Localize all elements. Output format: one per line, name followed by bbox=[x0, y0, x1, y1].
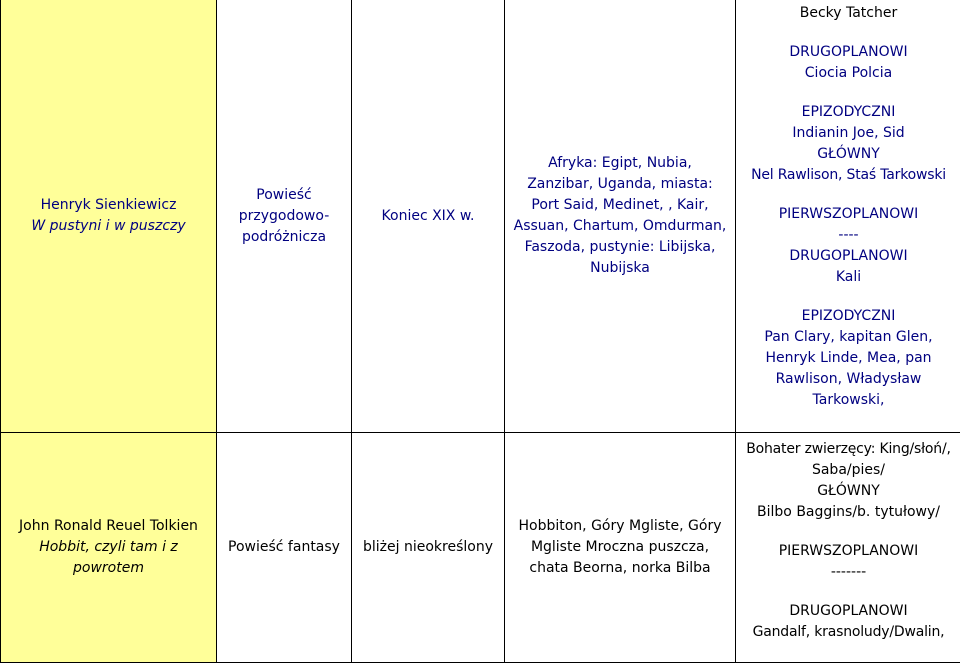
spacer bbox=[740, 583, 957, 601]
genre-line: przygodowo- bbox=[221, 206, 347, 227]
place-line: Nubijska bbox=[509, 258, 731, 279]
spacer bbox=[740, 288, 957, 306]
characters-cell bbox=[736, 433, 960, 663]
book-title-line: powrotem bbox=[5, 558, 212, 579]
character-heading: DRUGOPLANOWI bbox=[740, 601, 957, 622]
place-cell bbox=[505, 433, 736, 663]
character-line: Becky Tatcher bbox=[740, 3, 957, 24]
genre-line: podróżnicza bbox=[221, 227, 347, 248]
character-line: Kali bbox=[740, 267, 957, 288]
author-name: John Ronald Reuel Tolkien bbox=[5, 516, 212, 537]
character-heading: PIERWSZOPLANOWI bbox=[740, 204, 957, 225]
character-line: Bohater zwierzęcy: King/słoń/, bbox=[740, 439, 957, 460]
place-line: Port Said, Medinet, , Kair, bbox=[509, 195, 731, 216]
place-cell bbox=[505, 0, 736, 433]
character-line: ------- bbox=[740, 562, 957, 583]
genre-cell bbox=[217, 433, 352, 663]
table-row bbox=[1, 0, 960, 433]
genre-text: Powieść fantasy bbox=[221, 537, 347, 558]
spacer bbox=[740, 186, 957, 204]
time-cell bbox=[352, 0, 505, 433]
author-cell bbox=[1, 433, 217, 663]
character-line: Bilbo Baggins/b. tytułowy/ bbox=[740, 502, 957, 523]
character-line: Henryk Linde, Mea, pan bbox=[740, 348, 957, 369]
character-heading: PIERWSZOPLANOWI bbox=[740, 541, 957, 562]
character-line: ---- bbox=[740, 225, 957, 246]
place-line: chata Beorna, norka Bilba bbox=[509, 558, 731, 579]
character-line: Gandalf, krasnoludy/Dwalin, bbox=[740, 622, 957, 643]
book-title-line: Hobbit, czyli tam i z bbox=[5, 537, 212, 558]
spacer bbox=[740, 84, 957, 102]
character-line: Tarkowski, bbox=[740, 390, 957, 411]
time-cell bbox=[352, 433, 505, 663]
place-line: Mgliste Mroczna puszcza, bbox=[509, 537, 731, 558]
character-heading: GŁÓWNY bbox=[740, 481, 957, 502]
character-heading: DRUGOPLANOWI bbox=[740, 246, 957, 267]
character-line: Pan Clary, kapitan Glen, bbox=[740, 327, 957, 348]
character-heading: EPIZODYCZNI bbox=[740, 306, 957, 327]
place-line: Faszoda, pustynie: Libijska, bbox=[509, 237, 731, 258]
place-line: Assuan, Chartum, Omdurman, bbox=[509, 216, 731, 237]
character-line: Saba/pies/ bbox=[740, 460, 957, 481]
time-text: bliżej nieokreślony bbox=[356, 537, 500, 558]
place-line: Zanzibar, Uganda, miasta: bbox=[509, 174, 731, 195]
author-cell bbox=[1, 0, 217, 433]
character-line: Nel Rawlison, Staś Tarkowski bbox=[740, 165, 957, 186]
character-heading: GŁÓWNY bbox=[740, 144, 957, 165]
spacer bbox=[740, 24, 957, 42]
character-heading: EPIZODYCZNI bbox=[740, 102, 957, 123]
spacer bbox=[740, 523, 957, 541]
genre-cell bbox=[217, 0, 352, 433]
book-title: W pustyni i w puszczy bbox=[5, 216, 212, 237]
table-row bbox=[1, 433, 960, 663]
character-line: Indianin Joe, Sid bbox=[740, 123, 957, 144]
place-line: Hobbiton, Góry Mgliste, Góry bbox=[509, 516, 731, 537]
place-line: Afryka: Egipt, Nubia, bbox=[509, 153, 731, 174]
character-heading: DRUGOPLANOWI bbox=[740, 42, 957, 63]
time-text: Koniec XIX w. bbox=[356, 206, 500, 227]
author-name: Henryk Sienkiewicz bbox=[5, 195, 212, 216]
genre-line: Powieść bbox=[221, 185, 347, 206]
character-line: Ciocia Polcia bbox=[740, 63, 957, 84]
character-line: Rawlison, Władysław bbox=[740, 369, 957, 390]
characters-cell bbox=[736, 0, 960, 433]
